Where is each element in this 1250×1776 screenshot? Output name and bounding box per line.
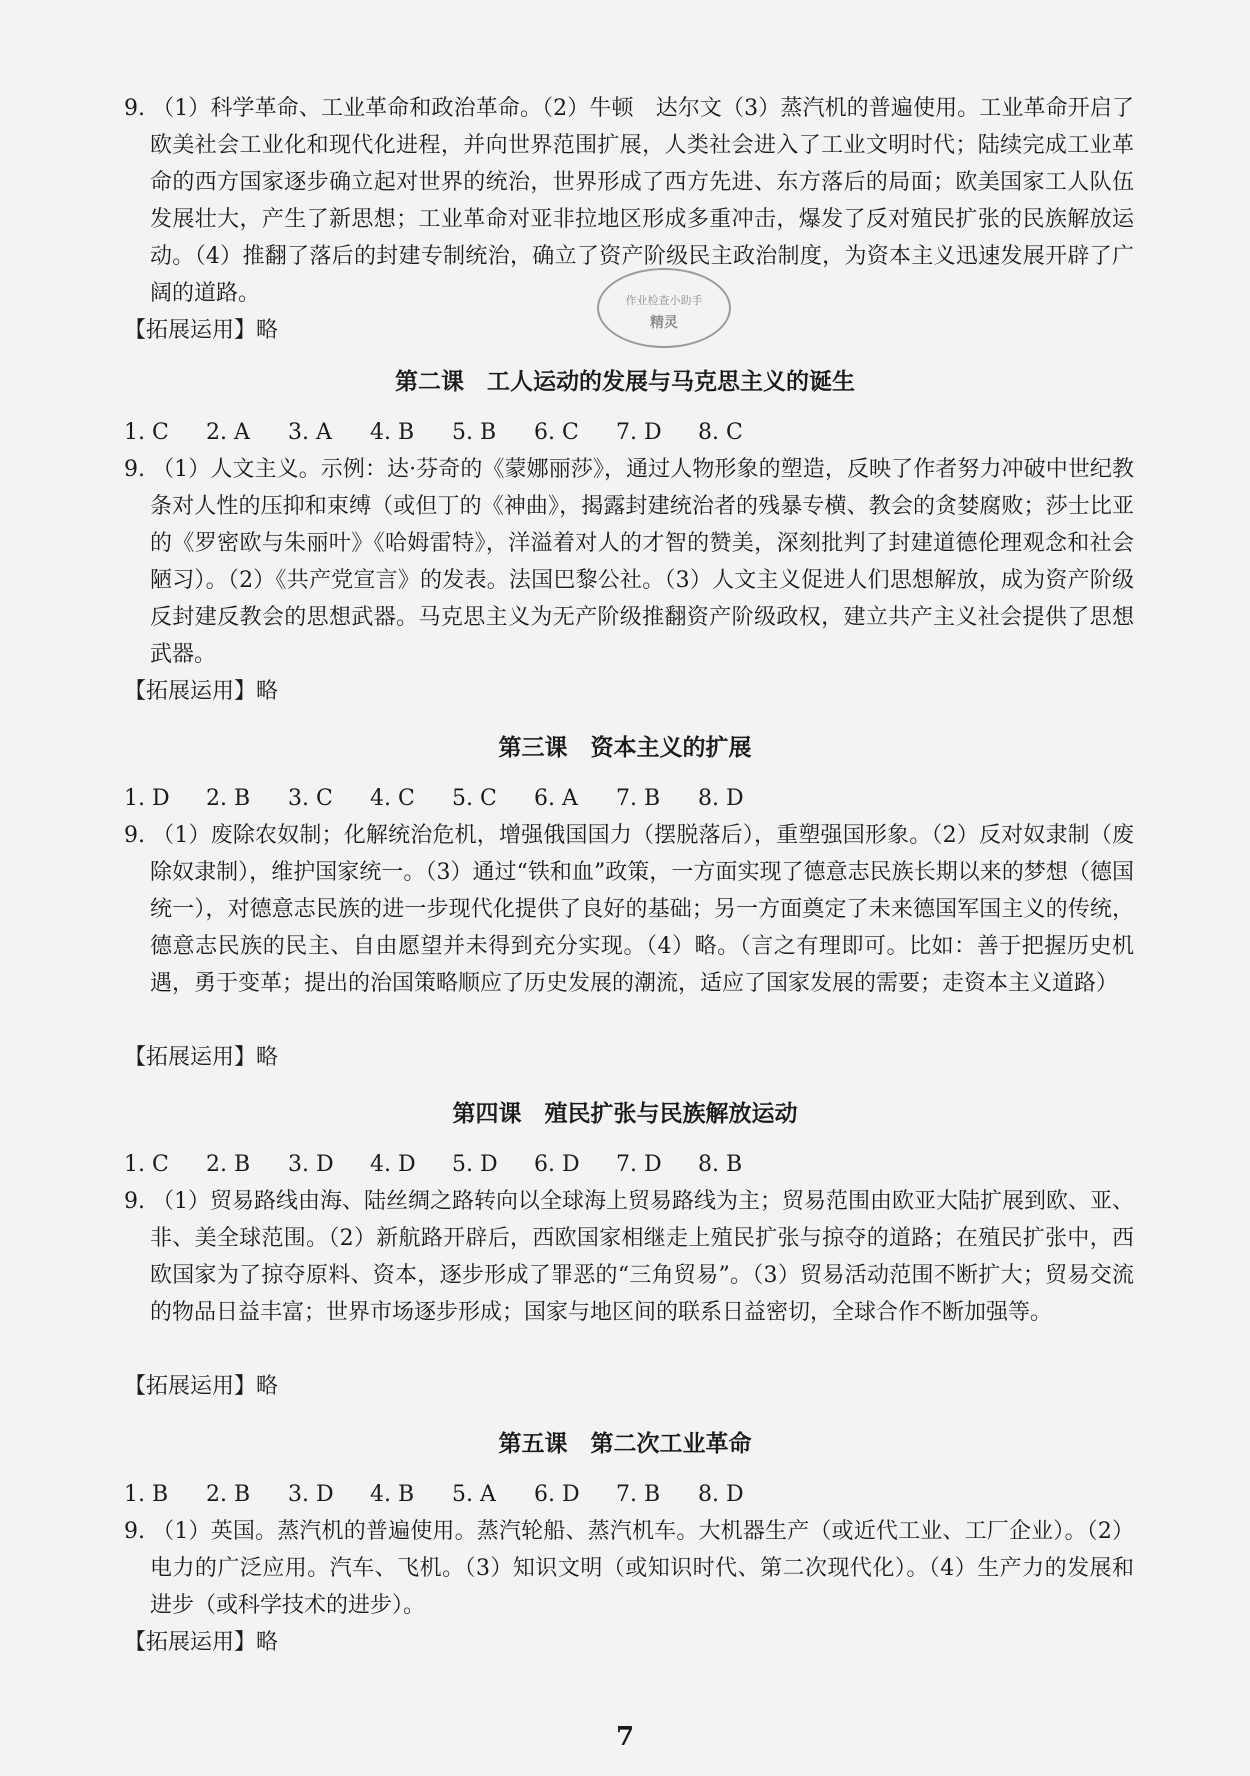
mc-answer: 1. D	[124, 786, 170, 811]
mc-answer: 1. C	[124, 1152, 169, 1177]
mc-answer: 3. D	[288, 1482, 334, 1507]
mc-answer: 5. D	[452, 1152, 498, 1177]
mc-answer: 4. C	[370, 786, 415, 811]
mc-answer: 4. D	[370, 1152, 416, 1177]
lesson4-choice-answers	[124, 1146, 780, 1183]
mc-answer: 3. C	[288, 786, 333, 811]
mc-answer: 4. B	[370, 420, 415, 445]
mc-answer: 2. A	[206, 420, 250, 445]
mc-answer: 5. B	[452, 420, 497, 445]
mc-answer: 3. D	[288, 1152, 334, 1177]
lesson3-tuozhan: 【拓展运用】略	[124, 1045, 279, 1070]
lesson2-choice-answers	[124, 414, 780, 451]
mc-answer: 8. D	[698, 1482, 744, 1507]
lesson3-choice-answers	[124, 780, 780, 817]
mc-answer: 2. B	[206, 1482, 251, 1507]
mc-answer: 3. A	[288, 420, 332, 445]
lesson2-tuozhan: 【拓展运用】略	[124, 679, 279, 704]
mc-answer: 6. C	[534, 420, 579, 445]
lesson5-title: 第五课 第二次工业革命	[498, 1431, 752, 1457]
mc-answer: 2. B	[206, 786, 251, 811]
lesson2-q9-answer: 9. （1）人文主义。示例：达·芬奇的《蒙娜丽莎》，通过人物形象的塑造，反映了作者努力冲破中世纪教条对人性的压抑和束缚（或但丁的《神曲》，揭露封建统治者的残暴专横、教会的贪婪腐败；莎士比亚的《罗密欧与朱丽叶》《哈姆雷特》，洋溢着对人的才智的赞美，深刻批判了封建道德伦理观念和社会陋习）。（2）《共产党宣言》的发表。法国巴黎公社。（3）人文主义促进人们思想解放，成为资产阶级反封建反教会的思想武器。马克思主义为无产阶级推翻资产阶级政权，建立共产主义社会提供了思想武器。	[124, 457, 1134, 667]
stamp-line2: 精灵	[650, 315, 678, 331]
mc-answer: 7. D	[616, 420, 662, 445]
mc-answer: 5. A	[452, 1482, 496, 1507]
lesson2-title: 第二课 工人运动的发展与马克思主义的诞生	[395, 369, 855, 395]
mc-answer: 7. B	[616, 1482, 661, 1507]
mc-answer: 6. D	[534, 1152, 580, 1177]
mc-answer: 8. B	[698, 1152, 743, 1177]
mc-answer: 7. D	[616, 1152, 662, 1177]
mc-answer: 1. C	[124, 420, 169, 445]
mc-answer: 5. C	[452, 786, 497, 811]
mc-answer: 1. B	[124, 1482, 169, 1507]
lesson4-title: 第四课 殖民扩张与民族解放运动	[452, 1101, 798, 1127]
mc-answer: 4. B	[370, 1482, 415, 1507]
lesson5-tuozhan: 【拓展运用】略	[124, 1630, 279, 1655]
lesson5-choice-answers	[124, 1476, 780, 1513]
lesson1-tuozhan: 【拓展运用】略	[124, 318, 279, 343]
lesson1-q9-answer: 9. （1）科学革命、工业革命和政治革命。（2）牛顿 达尔文（3）蒸汽机的普遍使用。工业革命开启了欧美社会工业化和现代化进程，并向世界范围扩展，人类社会进入了工业文明时代；陆续完成工业革命的西方国家逐步确立起对世界的统治，世界形成了西方先进、东方落后的局面；欧美国家工人队伍发展壮大，产生了新思想；工业革命对亚非拉地区形成多重冲击，爆发了反对殖民扩张的民族解放运动。（4）推翻了落后的封建专制统治，确立了资产阶级民主政治制度，为资本主义迅速发展开辟了广阔的道路。	[124, 96, 1134, 306]
mc-answer: 2. B	[206, 1152, 251, 1177]
mc-answer: 8. C	[698, 420, 743, 445]
stamp-line1: 作业检查小助手	[625, 294, 703, 307]
mc-answer: 6. D	[534, 1482, 580, 1507]
lesson3-q9-answer: 9. （1）废除农奴制；化解统治危机，增强俄国国力（摆脱落后），重塑强国形象。（2）反对奴隶制（废除奴隶制），维护国家统一。（3）通过“铁和血”政策，一方面实现了德意志民族长期以来的梦想（德国统一），对德意志民族的进一步现代化提供了良好的基础；另一方面奠定了未来德国军国主义的传统，德意志民族的民主、自由愿望并未得到充分实现。（4）略。（言之有理即可。比如：善于把握历史机遇，勇于变革；提出的治国策略顺应了历史发展的潮流，适应了国家发展的需要；走资本主义道路）	[124, 823, 1134, 996]
mc-answer: 8. D	[698, 786, 744, 811]
homework-stamp	[597, 268, 731, 348]
lesson4-tuozhan: 【拓展运用】略	[124, 1374, 279, 1399]
lesson4-q9-answer: 9. （1）贸易路线由海、陆丝绸之路转向以全球海上贸易路线为主；贸易范围由欧亚大陆扩展到欧、亚、非、美全球范围。（2）新航路开辟后，西欧国家相继走上殖民扩张与掠夺的道路；在殖民扩张中，西欧国家为了掠夺原料、资本，逐步形成了罪恶的“三角贸易”。（3）贸易活动范围不断扩大；贸易交流的物品日益丰富；世界市场逐步形成；国家与地区间的联系日益密切，全球合作不断加强等。	[124, 1189, 1134, 1325]
mc-answer: 7. B	[616, 786, 661, 811]
lesson3-title: 第三课 资本主义的扩展	[498, 735, 752, 761]
mc-answer: 6. A	[534, 786, 578, 811]
lesson5-q9-answer: 9. （1）英国。蒸汽机的普遍使用。蒸汽轮船、蒸汽机车。大机器生产（或近代工业、工厂企业）。（2）电力的广泛应用。汽车、飞机。（3）知识文明（或知识时代、第二次现代化）。（4）生产力的发展和进步（或科学技术的进步）。	[124, 1519, 1134, 1618]
page-number: 7	[615, 1722, 635, 1752]
